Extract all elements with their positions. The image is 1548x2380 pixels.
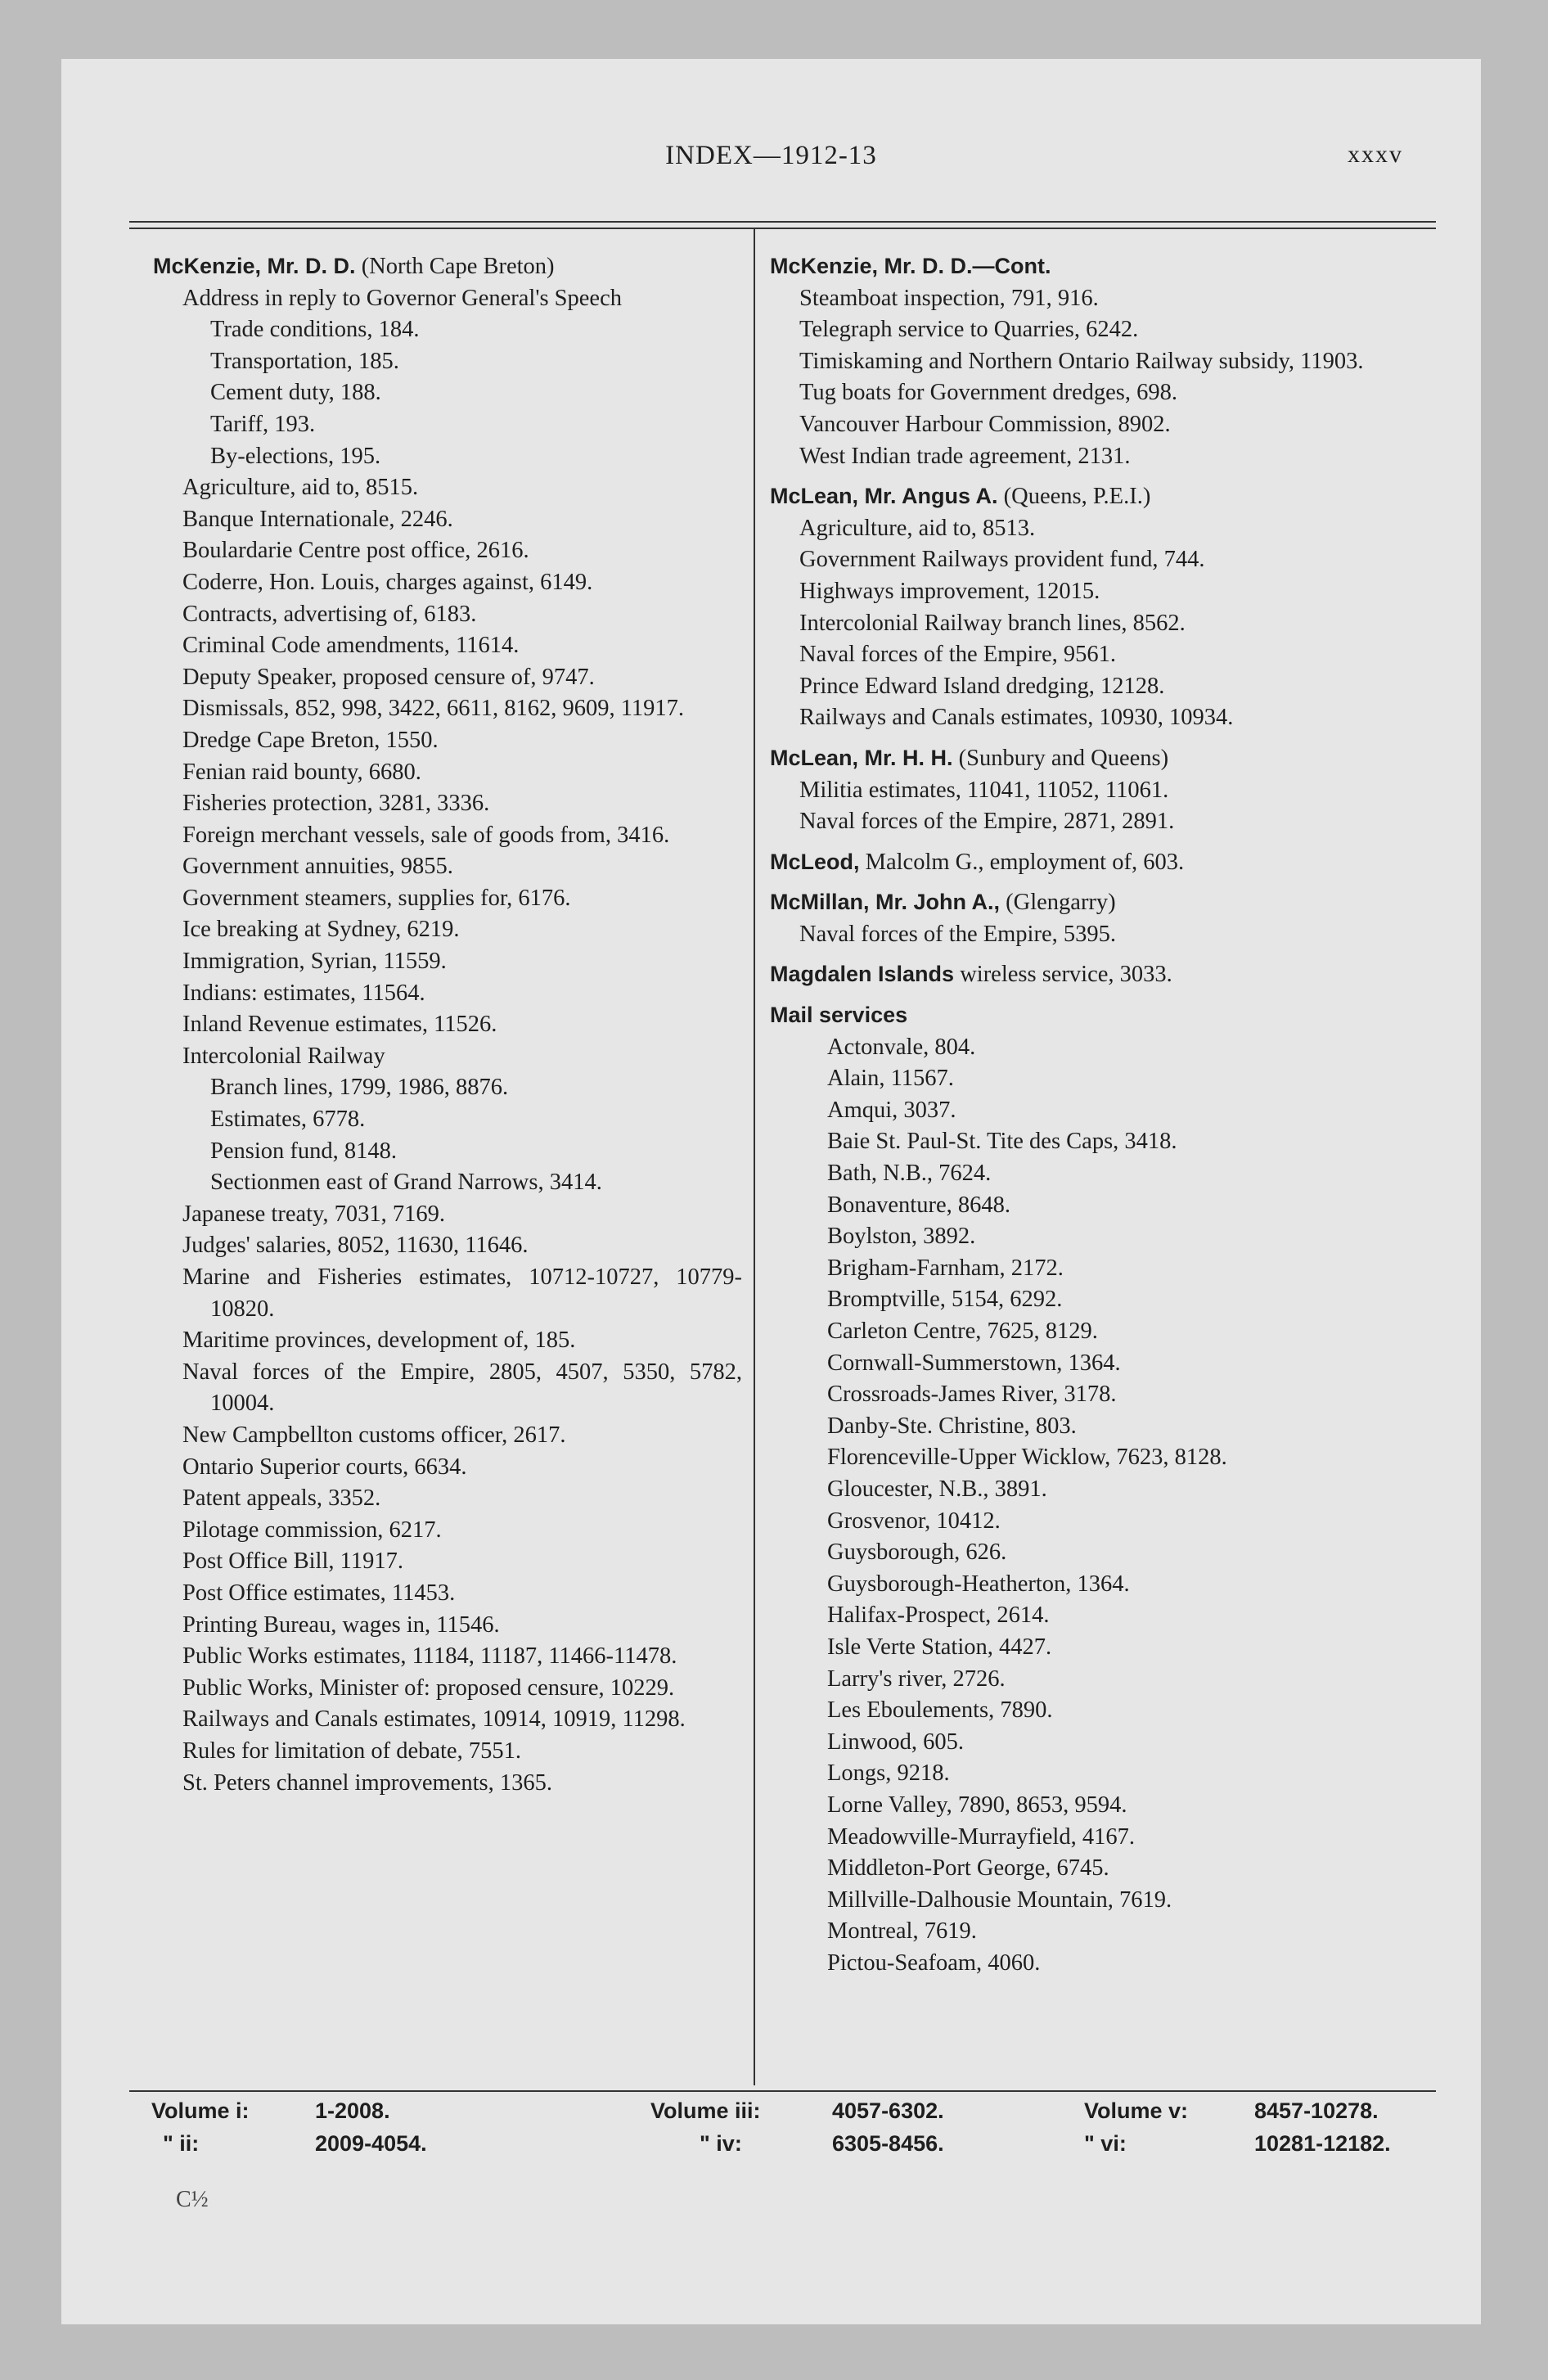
index-entry: Government steamers, supplies for, 6176. [182, 885, 571, 911]
index-subentry: Trade conditions, 184. [210, 317, 420, 343]
index-subentry: Guysborough, 626. [827, 1539, 1007, 1566]
header-rule-bottom [129, 228, 1436, 229]
index-entry: St. Peters channel improvements, 1365. [182, 1769, 552, 1796]
index-subentry: Carleton Centre, 7625, 8129. [827, 1318, 1098, 1344]
index-subentry: Linwood, 605. [827, 1729, 965, 1755]
index-subentry: Tariff, 193. [210, 411, 316, 437]
index-subentry: Isle Verte Station, 4427. [827, 1634, 1052, 1660]
header-rule-top [129, 221, 1436, 223]
volume-range: 8457-10278. [1254, 2098, 1379, 2123]
index-entry: Steamboat inspection, 791, 916. [799, 285, 1099, 311]
index-heading-text: (Glengarry) [1000, 890, 1116, 916]
volume-range: 6305-8456. [832, 2131, 944, 2156]
index-subentry: Danby-Ste. Christine, 803. [827, 1413, 1077, 1439]
index-entry: Banque Internationale, 2246. [182, 506, 453, 532]
index-subentry: Larry's river, 2726. [827, 1666, 1006, 1692]
index-entry: Naval forces of the Empire, 2805, 4507, 5350, 5782, 10004. [182, 1359, 742, 1417]
index-entry: New Campbellton customs officer, 2617. [182, 1422, 566, 1448]
index-subentry: Bonaventure, 8648. [827, 1192, 1010, 1218]
index-subentry: Meadowville-Murrayfield, 4167. [827, 1823, 1135, 1850]
index-entry: Post Office Bill, 11917. [182, 1548, 403, 1575]
index-heading [770, 480, 1433, 513]
index-entry: Naval forces of the Empire, 5395. [799, 921, 1116, 947]
index-subentry: Baie St. Paul-St. Tite des Caps, 3418. [827, 1129, 1177, 1155]
volume-label: " iv: [700, 2131, 742, 2156]
index-subentry: Estimates, 6778. [210, 1107, 366, 1133]
index-subentry: Amqui, 3037. [827, 1097, 956, 1123]
index-entry: Naval forces of the Empire, 9561. [799, 642, 1116, 668]
index-entry: Ontario Superior courts, 6634. [182, 1454, 467, 1480]
index-heading-name: McKenzie, Mr. D. D. [153, 254, 356, 278]
index-subentry: Pension fund, 8148. [210, 1138, 397, 1164]
index-subentry: Gloucester, N.B., 3891. [827, 1476, 1047, 1502]
index-subentry: Pictou-Seafoam, 4060. [827, 1950, 1041, 1976]
index-entry: Naval forces of the Empire, 2871, 2891. [799, 809, 1175, 835]
index-subentry: Cement duty, 188. [210, 380, 381, 406]
page-title: INDEX—1912-13 [665, 141, 877, 170]
index-entry: Maritime provinces, development of, 185. [182, 1327, 576, 1354]
index-entry: Militia estimates, 11041, 11052, 11061. [799, 777, 1169, 803]
index-subentry: Guysborough-Heatherton, 1364. [827, 1571, 1130, 1597]
index-heading-name: McMillan, Mr. John A., [770, 890, 1001, 915]
index-entry: Coderre, Hon. Louis, charges against, 6149. [182, 569, 593, 595]
index-entry: Foreign merchant vessels, sale of goods from, 3416. [182, 822, 670, 848]
volume-label: " ii: [163, 2131, 200, 2156]
volume-entry [1084, 2098, 1379, 2124]
index-subentry: Bath, N.B., 7624. [827, 1161, 992, 1187]
index-heading [770, 999, 1433, 1032]
volume-entry [151, 2131, 427, 2157]
index-entry: Japanese treaty, 7031, 7169. [182, 1201, 446, 1227]
index-heading-name: McLean, Mr. H. H. [770, 745, 953, 770]
index-entry: Dismissals, 852, 998, 3422, 6611, 8162, 9609, 11917. [182, 696, 685, 722]
index-entry: Agriculture, aid to, 8513. [799, 515, 1036, 541]
index-entry: West Indian trade agreement, 2131. [799, 443, 1131, 469]
footer-rule [129, 2090, 1436, 2092]
index-subentry: Grosvenor, 10412. [827, 1508, 1001, 1534]
index-entry: Rules for limitation of debate, 7551. [182, 1738, 521, 1764]
index-entry: Tug boats for Government dredges, 698. [799, 380, 1178, 406]
volume-entry [1084, 2131, 1391, 2157]
index-heading-text: (Sunbury and Queens) [952, 745, 1169, 771]
page-header [61, 141, 1481, 182]
index-entry: Prince Edward Island dredging, 12128. [799, 673, 1165, 699]
volume-label: Volume iii: [650, 2098, 761, 2123]
index-heading-text: Malcolm G., employment of, 603. [859, 849, 1185, 875]
index-heading [770, 742, 1433, 775]
index-heading [770, 886, 1433, 919]
index-entry: Criminal Code amendments, 11614. [182, 633, 520, 659]
left-column [153, 250, 742, 1799]
page-number: xxxv [1348, 141, 1403, 168]
index-subentry: By-elections, 195. [210, 443, 381, 469]
index-entry: Vancouver Harbour Commission, 8902. [799, 411, 1171, 437]
index-heading [770, 958, 1433, 991]
index-page [61, 59, 1481, 2324]
index-entry: Ice breaking at Sydney, 6219. [182, 917, 460, 943]
volume-label: Volume v: [1084, 2098, 1189, 2123]
index-entry: Intercolonial Railway branch lines, 8562. [799, 610, 1186, 636]
right-column [770, 250, 1433, 1979]
index-entry: Judges' salaries, 8052, 11630, 11646. [182, 1233, 529, 1259]
index-subentry: Montreal, 7619. [827, 1918, 977, 1945]
index-entry: Boulardarie Centre post office, 2616. [182, 538, 529, 564]
index-entry: Dredge Cape Breton, 1550. [182, 727, 439, 753]
index-entry: Intercolonial Railway [182, 1043, 385, 1069]
index-entry: Indians: estimates, 11564. [182, 980, 425, 1006]
column-divider [754, 229, 755, 2085]
index-entry: Public Works, Minister of: proposed censure, 10229. [182, 1675, 675, 1701]
index-heading-name: McLean, Mr. Angus A. [770, 484, 998, 509]
index-entry: Contracts, advertising of, 6183. [182, 601, 477, 627]
index-subentry: Florenceville-Upper Wicklow, 7623, 8128. [827, 1445, 1227, 1471]
index-entry: Deputy Speaker, proposed censure of, 9747. [182, 664, 595, 690]
index-subentry: Bromptville, 5154, 6292. [827, 1287, 1063, 1313]
index-subentry: Lorne Valley, 7890, 8653, 9594. [827, 1792, 1127, 1818]
index-heading [770, 250, 1433, 283]
volume-entry [650, 2131, 944, 2157]
index-subentry: Boylston, 3892. [827, 1224, 976, 1250]
index-entry: Telegraph service to Quarries, 6242. [799, 317, 1139, 343]
index-subentry: Crossroads-James River, 3178. [827, 1382, 1117, 1408]
index-entry: Highways improvement, 12015. [799, 578, 1100, 604]
index-entry: Marine and Fisheries estimates, 10712-10727, 10779-10820. [182, 1264, 742, 1322]
index-entry: Government annuities, 9855. [182, 854, 453, 880]
index-heading-name: McLeod, [770, 849, 860, 874]
index-subentry: Alain, 11567. [827, 1066, 954, 1092]
index-subentry: Actonvale, 804. [827, 1034, 976, 1060]
volume-range: 2009-4054. [315, 2131, 427, 2156]
index-subentry: Sectionmen east of Grand Narrows, 3414. [210, 1170, 602, 1196]
index-subentry: Halifax-Prospect, 2614. [827, 1602, 1050, 1629]
volume-range: 1-2008. [315, 2098, 390, 2123]
volume-entry [650, 2098, 944, 2124]
index-entry: Public Works estimates, 11184, 11187, 11466-11478. [182, 1643, 677, 1670]
signature-mark: C½ [176, 2187, 209, 2212]
index-heading-name: McKenzie, Mr. D. D.—Cont. [770, 254, 1051, 278]
index-entry: Pilotage commission, 6217. [182, 1517, 442, 1543]
volume-entry [151, 2098, 390, 2124]
index-entry: Fisheries protection, 3281, 3336. [182, 791, 490, 817]
index-heading-text: (North Cape Breton) [355, 254, 555, 279]
index-subentry: Transportation, 185. [210, 348, 399, 374]
index-heading [770, 846, 1433, 879]
index-subentry: Longs, 9218. [827, 1760, 950, 1787]
volume-range: 10281-12182. [1254, 2131, 1391, 2156]
index-entry: Immigration, Syrian, 11559. [182, 949, 447, 975]
index-entry: Railways and Canals estimates, 10914, 10919, 11298. [182, 1706, 686, 1733]
index-entry: Timiskaming and Northern Ontario Railway subsidy, 11903. [799, 348, 1364, 374]
index-entry: Patent appeals, 3352. [182, 1485, 381, 1512]
index-entry: Printing Bureau, wages in, 11546. [182, 1611, 500, 1638]
index-entry: Fenian raid bounty, 6680. [182, 759, 421, 785]
index-entry: Post Office estimates, 11453. [182, 1580, 456, 1606]
index-subentry: Branch lines, 1799, 1986, 8876. [210, 1075, 509, 1101]
index-entry: Government Railways provident fund, 744. [799, 547, 1205, 573]
index-subentry: Middleton-Port George, 6745. [827, 1855, 1109, 1882]
index-subentry: Millville-Dalhousie Mountain, 7619. [827, 1886, 1172, 1913]
index-subentry: Brigham-Farnham, 2172. [827, 1255, 1064, 1281]
index-entry: Railways and Canals estimates, 10930, 10934. [799, 705, 1234, 731]
volume-range: 4057-6302. [832, 2098, 944, 2123]
volume-label: " vi: [1084, 2131, 1127, 2156]
index-heading-name: Mail services [770, 1003, 908, 1028]
index-heading-name: Magdalen Islands [770, 962, 955, 987]
index-heading-text: wireless service, 3033. [954, 962, 1172, 988]
volume-ranges [151, 2098, 1444, 2172]
index-subentry: Cornwall-Summerstown, 1364. [827, 1350, 1121, 1376]
index-entry: Address in reply to Governor General's Speech [182, 285, 622, 311]
index-heading-text: (Queens, P.E.I.) [997, 484, 1151, 510]
index-entry: Agriculture, aid to, 8515. [182, 475, 419, 501]
index-heading [153, 250, 742, 283]
volume-label: Volume i: [151, 2098, 250, 2123]
index-subentry: Les Eboulements, 7890. [827, 1697, 1053, 1724]
index-entry: Inland Revenue estimates, 11526. [182, 1012, 497, 1038]
